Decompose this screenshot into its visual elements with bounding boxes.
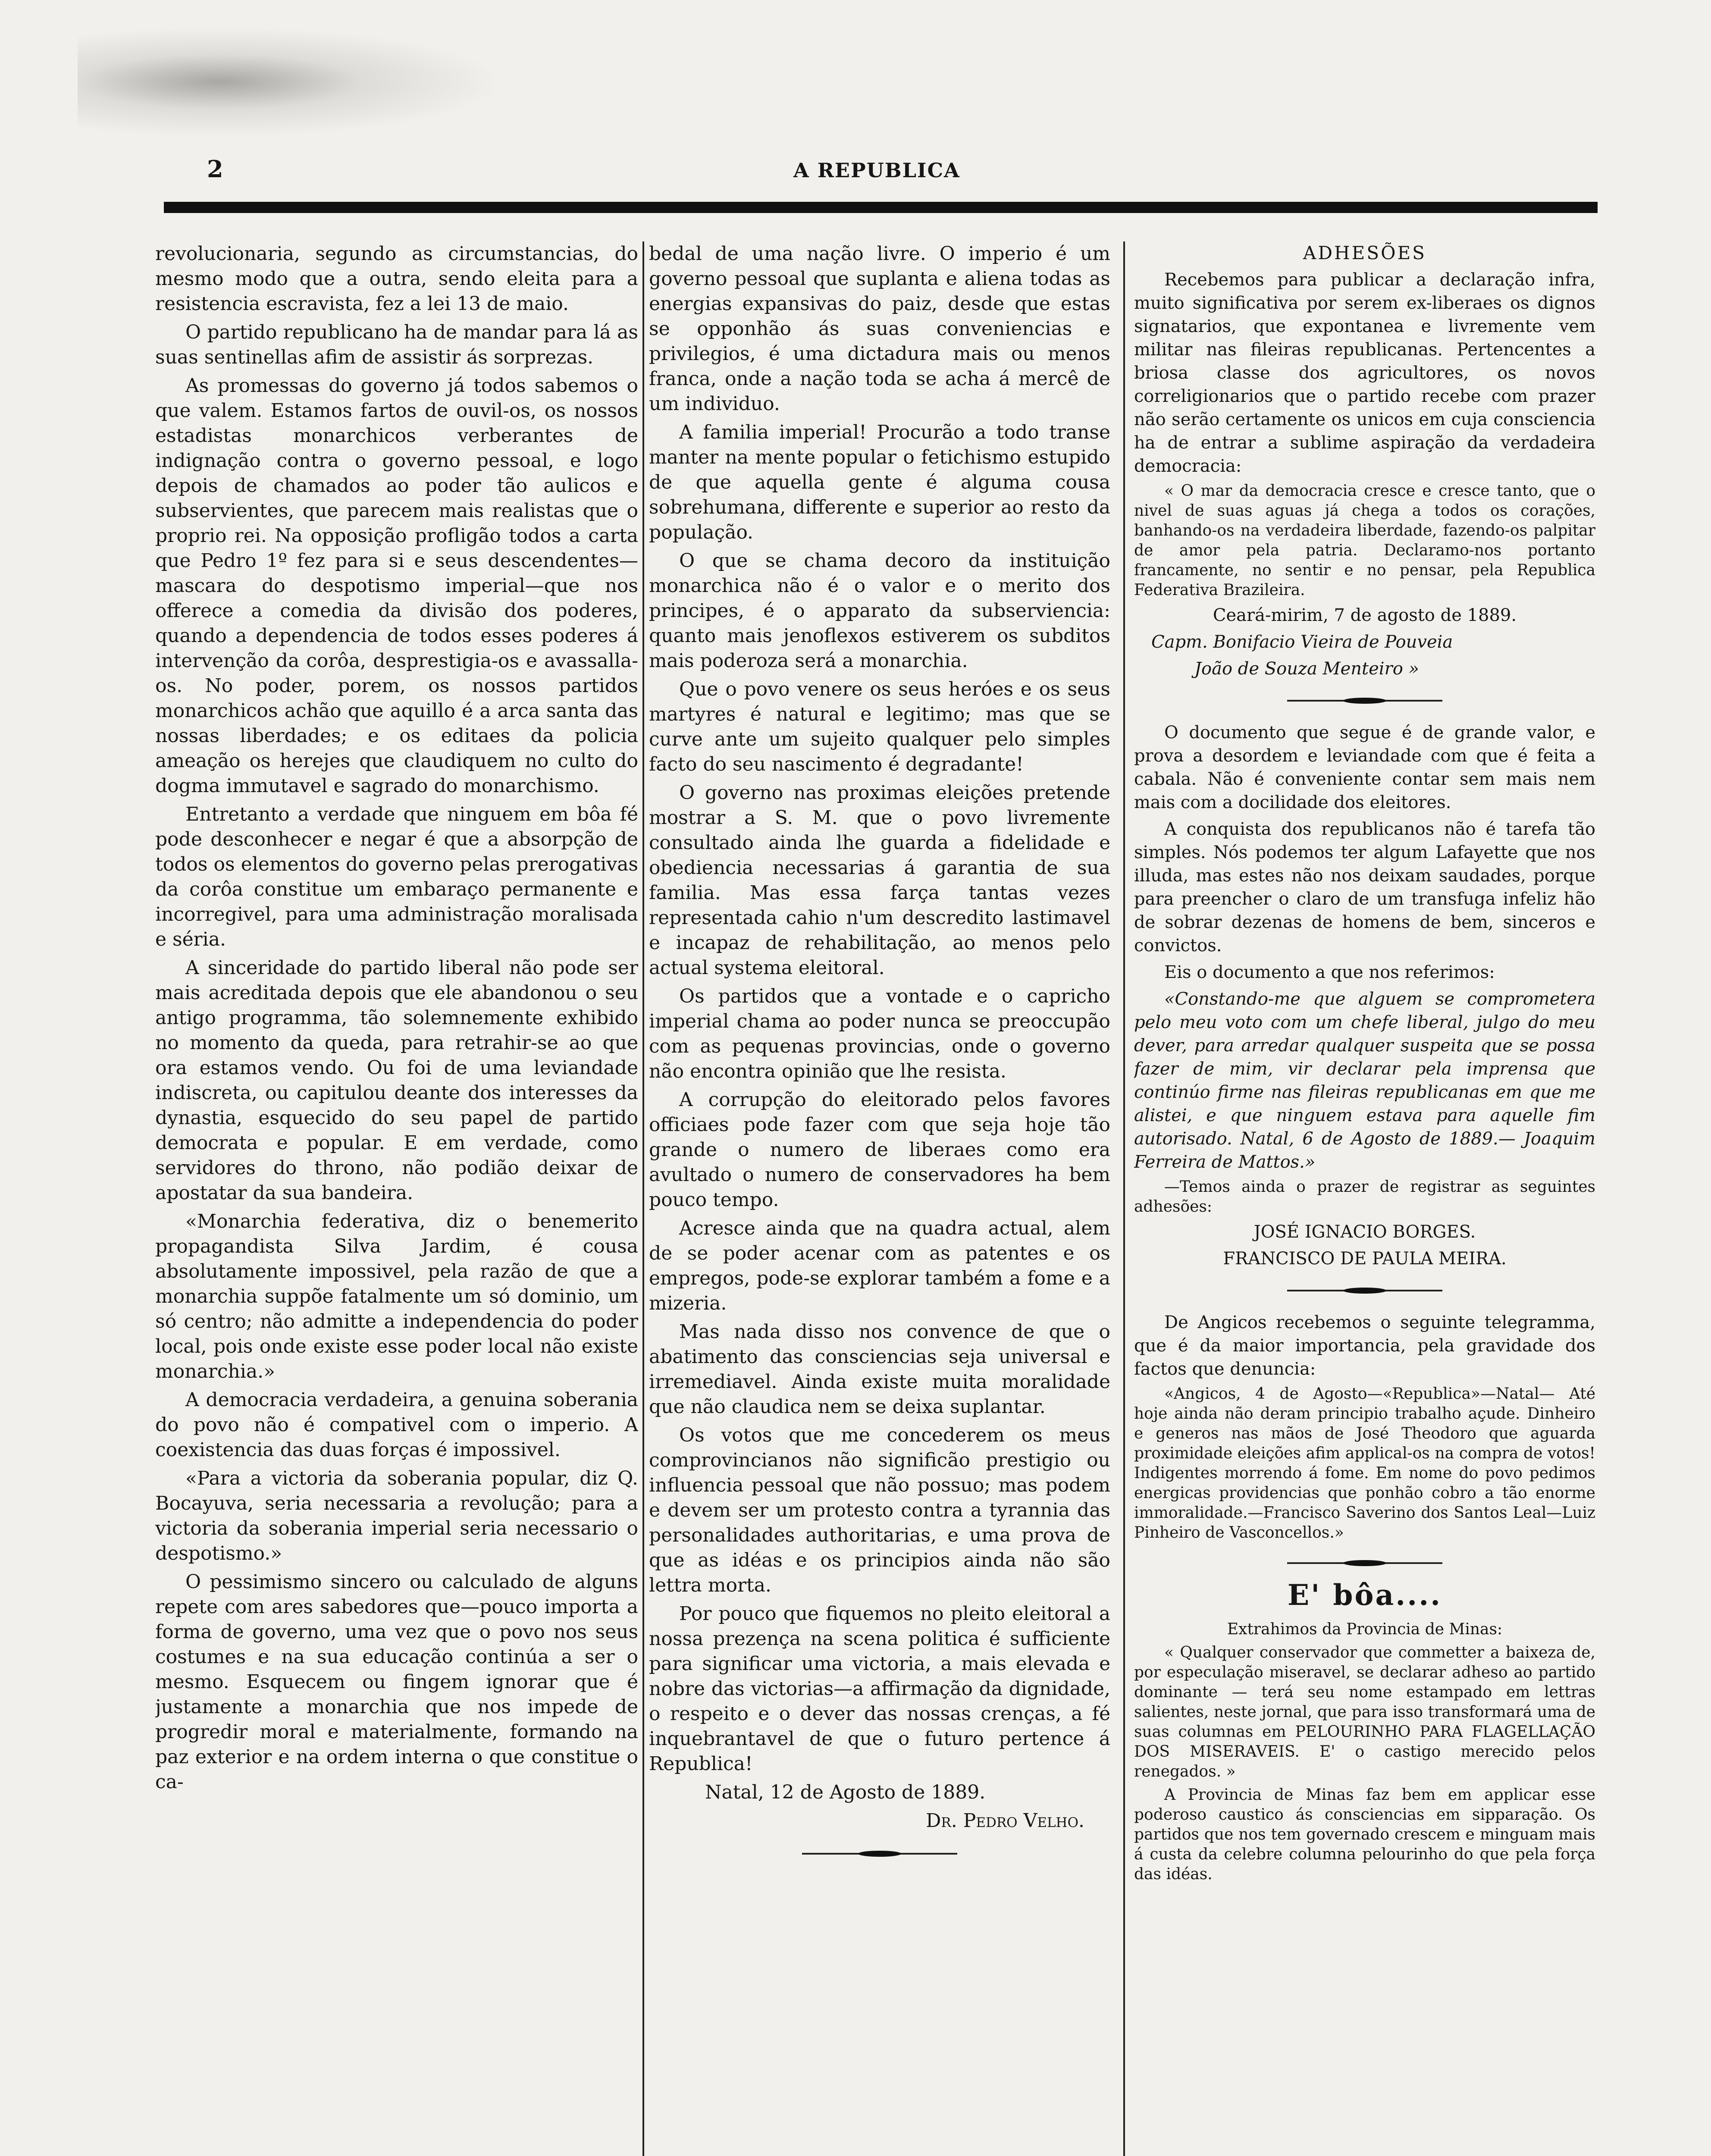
scan-smudge	[78, 17, 552, 147]
signature: João de Souza Menteiro »	[1194, 659, 1419, 679]
paragraph: Por pouco que fiquemos no pleito eleitoral a nossa prezença na scena politica é sufficiente para significar uma victoria, a mais elevada e nobre das victorias—a affirmação da dignidade, o respeito e o dever das nossas crenças, a fé inquebrantavel de que o futuro pertence á Republica!	[649, 1603, 1110, 1775]
quote: «Constando-me que alguem se comprometera pelo meu voto com um chefe liberal, julgo do meu dever, para arredar qualquer suspeita que se possa fazer de mim, vir declarar pela imprensa que continúo firme nas fileiras republicanas em que me alistei, e que ninguem estava para aquelle fim autorisado. Natal, 6 de Agosto de 1889.— Joaquim Ferreira de Mattos.»	[1134, 989, 1595, 1172]
paragraph: bedal de uma nação livre. O imperio é um governo pessoal que suplanta e aliena todas as energias expansivas do paiz, desde que estas se opponhão ás suas conveniencias e privilegios, é uma dictadura mais ou menos franca, onde a nação toda se acha á mercê de um individuo.	[649, 243, 1110, 415]
paragraph: —Temos ainda o prazer de registrar as seguintes adhesões:	[1134, 1178, 1595, 1216]
paragraph: O governo nas proximas eleições pretende mostrar a S. M. que o povo livremente consultado ainda lhe guarda a fidelidade e obediencia necessarias á garantia de sua familia. Mas essa farça tantas vezes representada cahio n'um descredito lastimavel e incapaz de rehabilitação, ao menos pelo actual systema eleitoral.	[649, 782, 1110, 979]
section-title-boa: E' bôa....	[1287, 1578, 1442, 1612]
paragraph: Que o povo venere os seus heróes e os seus martyres é natural e legitimo; mas que se curve ante um sujeito qualquer pelo simples facto do seu nascimento é degradante!	[649, 678, 1110, 775]
paragraph: As promessas do governo já todos sabemos o que valem. Estamos fartos de ouvil-os, os nossos estadistas monarchicos verberantes de indignação contra o governo pessoal, e logo depois de chamados ao poder tão aulicos e subservientes, que parecem mais realistas que o proprio rei. Na opposição profligão todos a carta que Pedro 1º fez para si e seus descendentes—mascara do despotismo imperial—que nos offerece a comedia da divisão dos poderes, quando a dependencia de todos esses poderes á intervenção da corôa, desprestigia-os e avassalla-os. No poder, porem, os nossos partidos monarchicos achão que aquillo é a arca santa das nossas liberdades; e os editaes da policia ameação os herejes que claudiquem no culto do dogma immutavel e sagrado do monarchismo.	[155, 375, 638, 797]
paragraph: O documento que segue é de grande valor, e prova a desordem e leviandade com que é feita a cabala. Não é conveniente contar sem mais nem mais com a docilidade dos eleitores.	[1134, 723, 1595, 812]
paragraph: Acresce ainda que na quadra actual, alem de se poder acenar com as patentes e os empregos, pode-se explorar também a fome e a mizeria.	[649, 1217, 1110, 1314]
paragraph: O partido republicano ha de mandar para lá as suas sentinellas afim de assistir ás sorprezas.	[155, 321, 638, 368]
column-divider	[1123, 241, 1125, 2156]
name-entry: JOSÉ IGNACIO BORGES.	[1253, 1222, 1476, 1242]
name-entry: FRANCISCO DE PAULA MEIRA.	[1223, 1249, 1507, 1269]
column-divider	[642, 241, 644, 2156]
paragraph: Recebemos para publicar a declaração infra, muito significativa por serem ex-liberaes os dignos signatarios, que expontanea e livremente vem militar nas fileiras republicanas. Pertencentes a briosa classe dos agricultores, os novos correligionarios que o partido recebe com prazer não serão certamente os unicos em cuja consciencia ha de entrar a sublime aspiração da verdadeira democracia:	[1134, 270, 1595, 476]
paragraph: A democracia verdadeira, a genuina soberania do povo não é compativel com o imperio. A coexistencia das duas forças é impossivel.	[155, 1389, 638, 1461]
page-number: 2	[207, 155, 224, 183]
paragraph: A sinceridade do partido liberal não pode ser mais acreditada depois que ele abandonou o seu antigo programma, tão solemnemente exhibido no momento da queda, para retrahir-se ao que ora estamos vendo. Ou foi de uma leviandade indiscreta, ou capitulou deante dos interesses da dynastia, esquecido do seu papel de partido democrata e popular. E em verdade, como servidores do throno, não podião deixar de apostatar da sua bandeira.	[155, 957, 638, 1204]
section-ornament	[1287, 1288, 1442, 1294]
column-1	[155, 241, 638, 2156]
paragraph: O que se chama decoro da instituição monarchica não é o valor e o merito dos principes, é o apparato da subserviencia: quanto mais jenoflexos estiverem os subditos mais poderoza será a monarchia.	[649, 550, 1110, 672]
paragraph: A familia imperial! Procurão a todo transe manter na mente popular o fetichismo estupido de que aquella gente é alguma cousa sobrehumana, differente e superior ao resto da população.	[649, 421, 1110, 543]
section-ornament	[1287, 1560, 1442, 1566]
paragraph: «Monarchia federativa, diz o benemerito propagandista Silva Jardim, é cousa absolutamente impossivel, pela razão de que a monarchia suppõe fatalmente um só dominio, um só centro; não admitte a independencia do poder local, pois onde existe esse poder local não existe monarchia.»	[155, 1210, 638, 1382]
quote: « O mar da democracia cresce e cresce tanto, que o nivel de suas aguas já chega a todos os corações, banhando-os na verdadeira liberdade, fazendo-os palpitar de amor pela patria. Declaramo-nos portanto francamente, no sentir e no pensar, pela Republica Federativa Brazileira.	[1134, 482, 1595, 599]
paragraph: Eis o documento a que nos referimos:	[1164, 962, 1495, 982]
article-signature: Dr. Pedro Velho.	[926, 1810, 1084, 1832]
paragraph: De Angicos recebemos o seguinte telegramma, que é da maior importancia, pela gravidade dos factos que denuncia:	[1134, 1313, 1595, 1379]
paragraph: Extrahimos da Provincia de Minas:	[1227, 1620, 1503, 1638]
paragraph: Os partidos que a vontade e o capricho imperial chama ao poder nunca se preoccupão com as pequenas provincias, onde o governo não encontra opinião que lhe resista.	[649, 985, 1110, 1082]
paragraph: A Provincia de Minas faz bem em applicar esse poderoso caustico ás consciencias em sipparação. Os partidos que nos tem governado crescem e minguam mais á custa da celebre columna pelourinho do que pela força das idéas.	[1134, 1786, 1595, 1883]
paragraph: A conquista dos republicanos não é tarefa tão simples. Nós podemos ter algum Lafayette que nos illuda, mas estes não nos deixam saudades, porque para preencher o claro de um transfuga infeliz hão de sobrar dezenas de homens de bem, sinceros e convictos.	[1134, 819, 1595, 956]
section-title-adhesoes: ADHESÕES	[1303, 242, 1426, 263]
section-ornament	[1287, 698, 1442, 704]
quote: « Qualquer conservador que commetter a baixeza de, por especulação miseravel, se declarar adheso ao partido dominante — terá seu nome estampado em lettras salientes, neste jornal, que para isso transformará uma de suas columnas em PELOURINHO PARA FLAGELLAÇÃO DOS MISERAVEIS. E' o castigo merecido pelos renegados. »	[1134, 1644, 1595, 1780]
paragraph: revolucionaria, segundo as circumstancias, do mesmo modo que a outra, sendo eleita para a resistencia escravista, fez a lei 13 de maio.	[155, 243, 638, 315]
telegram-quote: «Angicos, 4 de Agosto—«Republica»—Natal— Até hoje ainda não deram principio trabalho açude. Dinheiro e generos nas mãos de José Theodoro que aguarda proximidade eleições afim applical-os na compra de votos! Indigentes morrendo á fome. Em nome do povo pedimos energicas providencias que ponhão cobro a tão enorme immoralidade.—Francisco Saverino dos Santos Leal—Luiz Pinheiro de Vasconcellos.»	[1134, 1385, 1595, 1542]
paragraph: Entretanto a verdade que ninguem em bôa fé pode desconhecer e negar é que a absorpção de todos os elementos do governo pelas prerogativas da corôa constitue um embaraço permanente e incorregivel, para uma administração moralisada e séria.	[155, 803, 638, 950]
signature: Capm. Bonifacio Vieira de Pouveia	[1151, 632, 1453, 652]
header-rule	[164, 202, 1598, 213]
dateline: Ceará-mirim, 7 de agosto de 1889.	[1213, 605, 1517, 625]
newspaper-title: A REPUBLICA	[793, 159, 960, 182]
column-2	[649, 241, 1110, 2156]
paragraph: A corrupção do eleitorado pelos favores officiaes pode fazer com que seja hoje tão grande o numero de liberaes como era avultado o numero de conservadores ha bem pouco tempo.	[649, 1089, 1110, 1211]
paragraph: «Para a victoria da soberania popular, diz Q. Bocayuva, seria necessaria a revolução; para a victoria da soberania imperial seria necessario o despotismo.»	[155, 1467, 638, 1564]
paragraph: Os votos que me concederem os meus comprovincianos não significão prestigio ou influencia pessoal que não possuo; mas podem e devem ser um protesto contra a tyrannia das personalidades authoritarias, e uma prova de que as idéas e os principios ainda não são lettra morta.	[649, 1424, 1110, 1596]
paragraph: Mas nada disso nos convence de que o abatimento das consciencias seja universal e irremediavel. Ainda existe muita moralidade que não claudica nem se deixa suplantar.	[649, 1321, 1110, 1418]
article-dateline: Natal, 12 de Agosto de 1889.	[705, 1781, 986, 1803]
page-header	[207, 155, 1604, 194]
column-3	[1134, 241, 1595, 2156]
section-ornament	[802, 1851, 957, 1857]
paragraph: O pessimismo sincero ou calculado de alguns repete com ares sabedores que—pouco importa a forma de governo, uma vez que o povo nos seus costumes e na sua educação continúa a ser o mesmo. Esquecem ou fingem ignorar que é justamente a monarchia que nos impede de progredir moral e materialmente, formando na paz exterior e na ordem interna o que constitue o ca-	[155, 1571, 638, 1793]
